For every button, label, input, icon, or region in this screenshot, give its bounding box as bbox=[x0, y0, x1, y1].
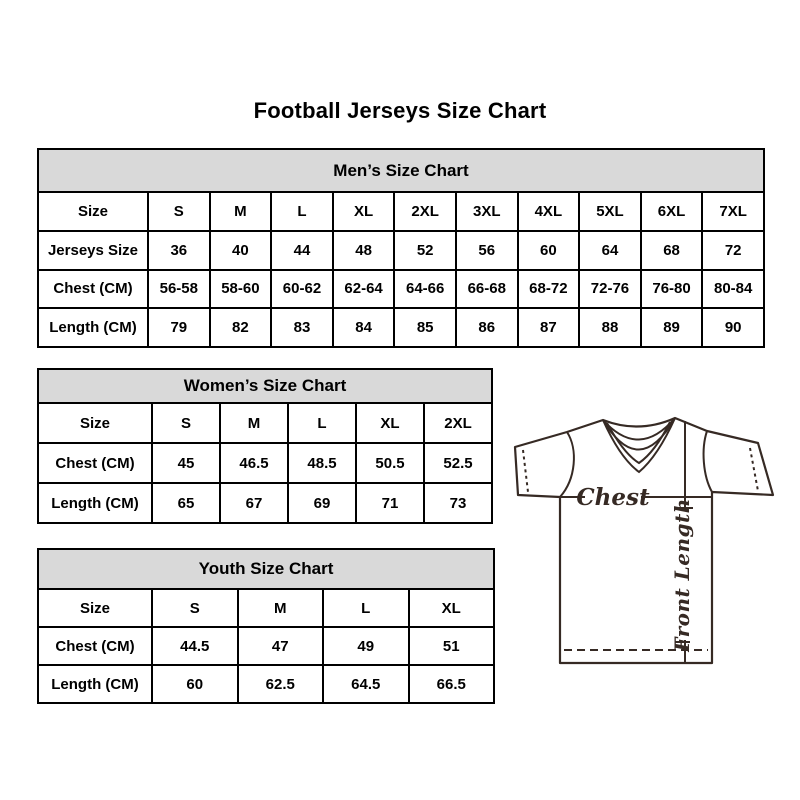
column-header: 7XL bbox=[702, 192, 764, 231]
column-header: S bbox=[148, 192, 210, 231]
data-cell: 60 bbox=[152, 665, 238, 703]
data-cell: 52 bbox=[394, 231, 456, 270]
column-header: XL bbox=[409, 589, 495, 627]
data-cell: 87 bbox=[518, 308, 580, 347]
data-cell: 66.5 bbox=[409, 665, 495, 703]
data-cell: 60 bbox=[518, 231, 580, 270]
size-table bbox=[37, 148, 765, 348]
data-cell: 72 bbox=[702, 231, 764, 270]
data-cell: 47 bbox=[238, 627, 324, 665]
chest-label: Chest bbox=[576, 484, 650, 511]
column-header: 6XL bbox=[641, 192, 703, 231]
data-cell: 85 bbox=[394, 308, 456, 347]
row-header: Length (CM) bbox=[38, 483, 152, 523]
size-table bbox=[37, 368, 493, 524]
column-header: XL bbox=[356, 403, 424, 443]
row-header: Chest (CM) bbox=[38, 270, 148, 309]
row-header: Length (CM) bbox=[38, 665, 152, 703]
data-cell: 40 bbox=[210, 231, 272, 270]
column-header: 5XL bbox=[579, 192, 641, 231]
data-cell: 64-66 bbox=[394, 270, 456, 309]
data-cell: 64 bbox=[579, 231, 641, 270]
data-cell: 62.5 bbox=[238, 665, 324, 703]
data-cell: 76-80 bbox=[641, 270, 703, 309]
youth-size-table bbox=[37, 548, 495, 704]
table-title: Women’s Size Chart bbox=[38, 369, 492, 403]
data-cell: 48 bbox=[333, 231, 395, 270]
column-header: L bbox=[271, 192, 333, 231]
column-header: M bbox=[220, 403, 288, 443]
data-cell: 46.5 bbox=[220, 443, 288, 483]
corner-header: Size bbox=[38, 403, 152, 443]
row-header: Length (CM) bbox=[38, 308, 148, 347]
data-cell: 73 bbox=[424, 483, 492, 523]
jersey-measurement-diagram bbox=[506, 414, 778, 666]
page-title: Football Jerseys Size Chart bbox=[253, 98, 547, 123]
data-cell: 71 bbox=[356, 483, 424, 523]
data-cell: 50.5 bbox=[356, 443, 424, 483]
data-cell: 68 bbox=[641, 231, 703, 270]
column-header: S bbox=[152, 403, 220, 443]
data-cell: 82 bbox=[210, 308, 272, 347]
column-header: XL bbox=[333, 192, 395, 231]
data-cell: 60-62 bbox=[271, 270, 333, 309]
data-cell: 44 bbox=[271, 231, 333, 270]
table-title: Youth Size Chart bbox=[38, 549, 494, 589]
data-cell: 36 bbox=[148, 231, 210, 270]
column-header: 2XL bbox=[394, 192, 456, 231]
data-cell: 49 bbox=[323, 627, 409, 665]
data-cell: 58-60 bbox=[210, 270, 272, 309]
column-header: S bbox=[152, 589, 238, 627]
column-header: 3XL bbox=[456, 192, 518, 231]
data-cell: 88 bbox=[579, 308, 641, 347]
corner-header: Size bbox=[38, 589, 152, 627]
data-cell: 68-72 bbox=[518, 270, 580, 309]
column-header: 2XL bbox=[424, 403, 492, 443]
data-cell: 56-58 bbox=[148, 270, 210, 309]
data-cell: 69 bbox=[288, 483, 356, 523]
data-cell: 66-68 bbox=[456, 270, 518, 309]
data-cell: 45 bbox=[152, 443, 220, 483]
data-cell: 79 bbox=[148, 308, 210, 347]
data-cell: 65 bbox=[152, 483, 220, 523]
corner-header: Size bbox=[38, 192, 148, 231]
data-cell: 64.5 bbox=[323, 665, 409, 703]
column-header: M bbox=[238, 589, 324, 627]
data-cell: 44.5 bbox=[152, 627, 238, 665]
row-header: Jerseys Size bbox=[38, 231, 148, 270]
column-header: L bbox=[288, 403, 356, 443]
column-header: 4XL bbox=[518, 192, 580, 231]
womens-size-table bbox=[37, 368, 493, 524]
data-cell: 52.5 bbox=[424, 443, 492, 483]
data-cell: 89 bbox=[641, 308, 703, 347]
row-header: Chest (CM) bbox=[38, 627, 152, 665]
data-cell: 56 bbox=[456, 231, 518, 270]
data-cell: 80-84 bbox=[702, 270, 764, 309]
data-cell: 84 bbox=[333, 308, 395, 347]
front-length-label: Front Length bbox=[670, 498, 694, 652]
data-cell: 51 bbox=[409, 627, 495, 665]
data-cell: 86 bbox=[456, 308, 518, 347]
data-cell: 62-64 bbox=[333, 270, 395, 309]
jersey-outline-shape bbox=[515, 418, 773, 663]
column-header: M bbox=[210, 192, 272, 231]
row-header: Chest (CM) bbox=[38, 443, 152, 483]
column-header: L bbox=[323, 589, 409, 627]
table-title: Men’s Size Chart bbox=[38, 149, 764, 192]
data-cell: 67 bbox=[220, 483, 288, 523]
size-table bbox=[37, 548, 495, 704]
data-cell: 72-76 bbox=[579, 270, 641, 309]
data-cell: 90 bbox=[702, 308, 764, 347]
data-cell: 48.5 bbox=[288, 443, 356, 483]
data-cell: 83 bbox=[271, 308, 333, 347]
mens-size-table bbox=[37, 148, 765, 348]
